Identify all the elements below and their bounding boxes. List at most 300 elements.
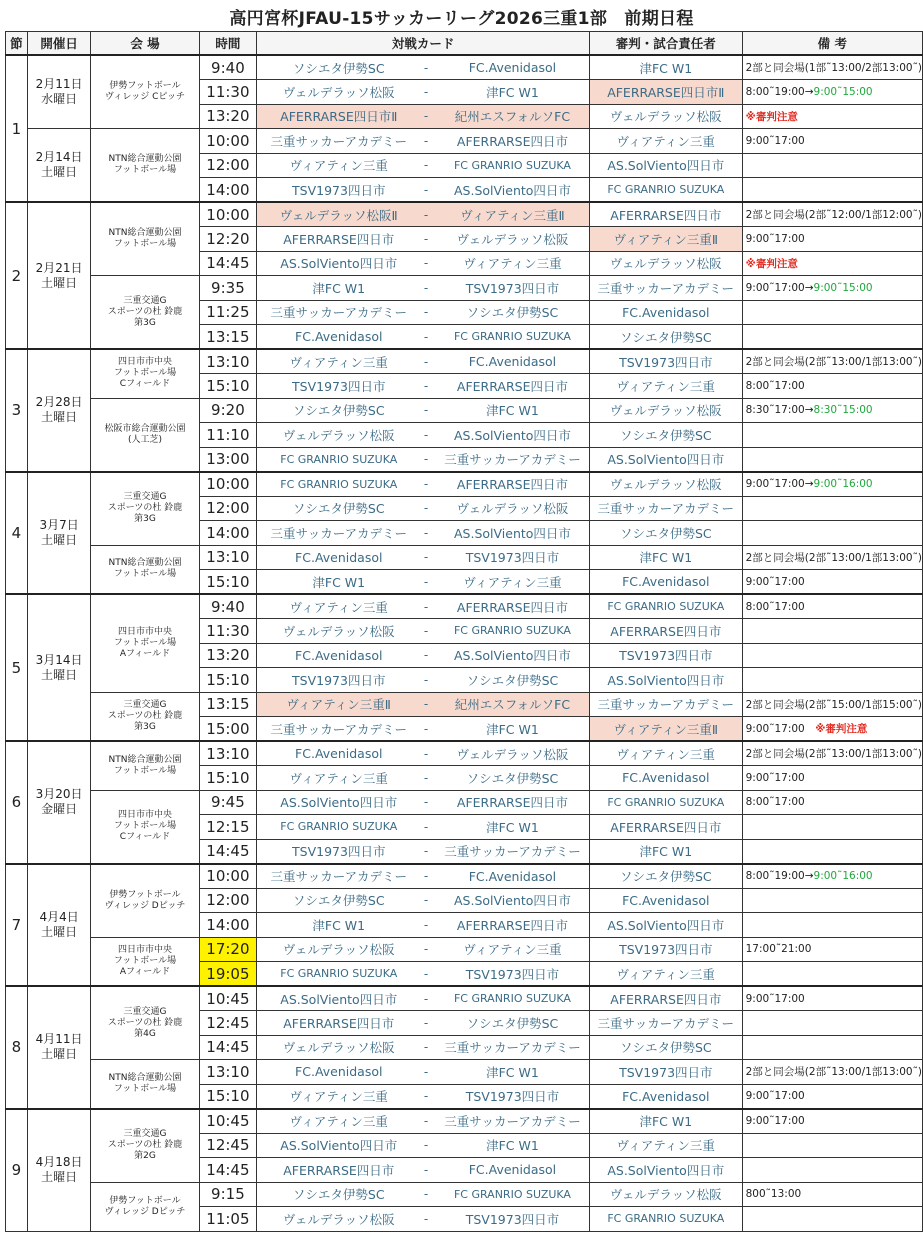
kickoff-time: 9:35: [199, 276, 257, 301]
away-team: TSV1973四日市: [436, 1207, 590, 1232]
away-team: FC.Avenidasol: [436, 864, 590, 889]
date-label: 2月28日: [35, 395, 83, 410]
kickoff-time: 9:45: [199, 790, 257, 815]
vs-dash: -: [416, 913, 436, 938]
kickoff-time: 11:25: [199, 300, 257, 325]
venue-name: [91, 864, 199, 938]
note: [742, 1035, 922, 1060]
vs-dash: -: [416, 374, 436, 399]
venue-line: フットボール場: [113, 368, 177, 379]
note-text: 9:00˜17:00: [745, 1090, 805, 1102]
home-team: TSV1973四日市: [257, 668, 417, 693]
date-label: 4月4日: [39, 909, 79, 924]
home-team: ヴェルデラッソ松阪Ⅱ: [257, 202, 417, 227]
away-team: FC.Avenidasol: [436, 55, 590, 80]
note-revised-time: 9:00˜15:00: [813, 85, 873, 98]
match-row: [6, 1060, 923, 1085]
referee-team: ヴェルデラッソ松阪: [590, 251, 743, 276]
away-team: AFERRARSE四日市: [436, 790, 590, 815]
vs-dash: -: [416, 325, 436, 350]
venue-line: NTN総合運動公園: [108, 228, 182, 238]
away-team: TSV1973四日市: [436, 962, 590, 987]
venue-line: NTN総合運動公園: [108, 754, 182, 765]
vs-dash: -: [416, 423, 436, 448]
kickoff-time: 13:10: [199, 545, 257, 570]
home-team: AS.SolViento四日市: [257, 986, 417, 1011]
venue-line: 三重交通G: [123, 295, 167, 306]
referee-team: 津FC W1: [590, 839, 743, 864]
match-row: [6, 276, 923, 301]
note-text: 8:00˜19:00→: [745, 870, 814, 882]
referee-team: AS.SolViento四日市: [590, 1158, 743, 1183]
venue-line: 四日市市中央: [117, 626, 172, 637]
vs-dash: -: [416, 717, 436, 742]
home-team: ヴェルデラッソ松阪: [257, 80, 417, 105]
vs-dash: -: [416, 815, 436, 840]
venue-line: 第3G: [134, 317, 156, 328]
venue-line: フットボール場: [113, 1083, 177, 1094]
note: [742, 1133, 922, 1158]
note: [742, 815, 922, 840]
away-team: AS.SolViento四日市: [436, 178, 590, 203]
kickoff-time: 12:00: [199, 888, 257, 913]
home-team: AFERRARSE四日市: [257, 227, 417, 252]
vs-dash: -: [416, 349, 436, 374]
section-number: 9: [6, 1109, 28, 1232]
venue-line: (人工芝): [127, 434, 162, 445]
kickoff-time: 13:00: [199, 447, 257, 472]
away-team: AS.SolViento四日市: [436, 423, 590, 448]
referee-team: AFERRARSE四日市: [590, 986, 743, 1011]
venue-name: [91, 692, 199, 741]
kickoff-time: 19:05: [199, 962, 257, 987]
note: [742, 570, 922, 595]
match-row: [6, 129, 923, 154]
away-team: AS.SolViento四日市: [436, 643, 590, 668]
referee-team: 津FC W1: [590, 55, 743, 80]
home-team: ソシエタ伊勢SC: [257, 1182, 417, 1207]
note: [742, 545, 922, 570]
home-team: 三重サッカーアカデミー: [257, 129, 417, 154]
referee-team: ソシエタ伊勢SC: [590, 423, 743, 448]
venue-line: NTN総合運動公園: [108, 558, 182, 569]
referee-team: AS.SolViento四日市: [590, 668, 743, 693]
note-text: 2部と同会場(2部˜13:00/1部13:00˜): [745, 551, 922, 564]
away-team: AFERRARSE四日市: [436, 374, 590, 399]
venue-name: [91, 790, 199, 864]
kickoff-time: 12:00: [199, 496, 257, 521]
venue-name: [91, 349, 199, 398]
referee-team: FC.Avenidasol: [590, 766, 743, 791]
vs-dash: -: [416, 570, 436, 595]
note: [742, 178, 922, 203]
referee-team: FC GRANRIO SUZUKA: [590, 1207, 743, 1232]
kickoff-time: 10:00: [199, 129, 257, 154]
away-team: 津FC W1: [436, 717, 590, 742]
venue-line: フットボール場: [113, 165, 177, 175]
kickoff-time: 9:20: [199, 398, 257, 423]
note: [742, 325, 922, 350]
kickoff-time: 14:45: [199, 839, 257, 864]
venue-line: Aフィールド: [119, 648, 171, 659]
match-row: [6, 545, 923, 570]
note-text: 9:00˜17:00: [745, 1115, 805, 1127]
event-date: [27, 594, 91, 741]
away-team: 紀州エスフォルソFC: [436, 104, 590, 129]
venue-line: 四日市市中央: [117, 944, 172, 955]
match-row: [6, 594, 923, 619]
note: [742, 1060, 922, 1085]
section-number: 2: [6, 202, 28, 349]
note: [742, 1084, 922, 1109]
note: [742, 888, 922, 913]
match-row: [6, 790, 923, 815]
note-text: 8:00˜19:00→: [745, 85, 814, 98]
referee-team: 三重サッカーアカデミー: [590, 276, 743, 301]
venue-line: NTN総合運動公園: [108, 1072, 182, 1083]
home-team: FC.Avenidasol: [257, 545, 417, 570]
venue-line: フットボール場: [113, 821, 177, 831]
kickoff-time: 13:10: [199, 1060, 257, 1085]
match-row: [6, 1109, 923, 1134]
venue-name: [91, 276, 199, 350]
vs-dash: -: [416, 1109, 436, 1134]
away-team: TSV1973四日市: [436, 276, 590, 301]
venue-line: Aフィールド: [119, 966, 171, 977]
vs-dash: -: [416, 790, 436, 815]
home-team: 三重サッカーアカデミー: [257, 717, 417, 742]
referee-team: TSV1973四日市: [590, 643, 743, 668]
away-team: AFERRARSE四日市: [436, 129, 590, 154]
match-row: [6, 398, 923, 423]
note: [742, 1109, 922, 1134]
note: [742, 1011, 922, 1036]
note-text: 800˜13:00: [745, 1188, 802, 1201]
match-row: [6, 349, 923, 374]
referee-caution: ※審判注意: [815, 723, 868, 735]
home-team: ヴェルデラッソ松阪: [257, 937, 417, 962]
event-date: [27, 864, 91, 987]
kickoff-time: 9:40: [199, 594, 257, 619]
note-text: 9:00˜17:00: [745, 771, 805, 784]
home-team: ヴィアティン三重Ⅱ: [257, 692, 417, 717]
venue-line: スポーツの杜 鈴鹿: [107, 1140, 183, 1150]
kickoff-time: 13:20: [199, 643, 257, 668]
referee-team: FC GRANRIO SUZUKA: [590, 178, 743, 203]
vs-dash: -: [416, 643, 436, 668]
match-row: [6, 864, 923, 889]
vs-dash: -: [416, 300, 436, 325]
match-row: [6, 202, 923, 227]
vs-dash: -: [416, 692, 436, 717]
away-team: ソシエタ伊勢SC: [436, 668, 590, 693]
date-label: 3月14日: [35, 652, 83, 667]
note-text: 8:00˜17:00: [745, 796, 805, 809]
referee-team: FC.Avenidasol: [590, 300, 743, 325]
referee-team: ソシエタ伊勢SC: [590, 1035, 743, 1060]
referee-team: 津FC W1: [590, 1109, 743, 1134]
kickoff-time: 13:20: [199, 104, 257, 129]
referee-team: ヴィアティン三重Ⅱ: [590, 227, 743, 252]
vs-dash: -: [416, 153, 436, 178]
home-team: AS.SolViento四日市: [257, 251, 417, 276]
date-label: 4月11日: [35, 1032, 83, 1047]
kickoff-time: 17:20: [199, 937, 257, 962]
note: [742, 104, 922, 129]
away-team: 三重サッカーアカデミー: [436, 447, 590, 472]
note: [742, 251, 922, 276]
kickoff-time: 10:00: [199, 202, 257, 227]
note-text: 9:00˜17:00: [745, 134, 805, 147]
match-row: [6, 986, 923, 1011]
referee-team: AFERRARSE四日市: [590, 619, 743, 644]
away-team: 津FC W1: [436, 80, 590, 105]
section-number: 5: [6, 594, 28, 741]
away-team: AS.SolViento四日市: [436, 888, 590, 913]
away-team: 津FC W1: [436, 1060, 590, 1085]
vs-dash: -: [416, 1182, 436, 1207]
referee-team: ヴィアティン三重Ⅱ: [590, 717, 743, 742]
venue-line: フットボール場: [113, 569, 177, 580]
referee-team: ソシエタ伊勢SC: [590, 325, 743, 350]
venue-line: 伊勢フットボール: [109, 1195, 181, 1206]
home-team: AS.SolViento四日市: [257, 1133, 417, 1158]
home-team: ヴィアティン三重: [257, 1084, 417, 1109]
note: [742, 398, 922, 423]
away-team: TSV1973四日市: [436, 1084, 590, 1109]
kickoff-time: 15:10: [199, 668, 257, 693]
event-date: [27, 129, 91, 203]
event-date: [27, 55, 91, 129]
note: [742, 129, 922, 154]
match-row: [6, 741, 923, 766]
note: [742, 202, 922, 227]
header-section: 節: [6, 32, 28, 56]
venue-line: 伊勢フットボール: [109, 889, 181, 900]
vs-dash: -: [416, 545, 436, 570]
away-team: FC GRANRIO SUZUKA: [436, 153, 590, 178]
kickoff-time: 14:00: [199, 913, 257, 938]
vs-dash: -: [416, 80, 436, 105]
kickoff-time: 15:10: [199, 1084, 257, 1109]
venue-line: 第2G: [134, 1151, 156, 1161]
weekday-label: 土曜日: [41, 667, 78, 682]
venue-line: 松阪市総合運動公園: [104, 423, 186, 434]
vs-dash: -: [416, 937, 436, 962]
home-team: FC.Avenidasol: [257, 741, 417, 766]
kickoff-time: 13:15: [199, 692, 257, 717]
venue-line: フットボール場: [113, 955, 177, 966]
note: [742, 80, 922, 105]
away-team: 津FC W1: [436, 815, 590, 840]
away-team: ヴェルデラッソ松阪: [436, 741, 590, 766]
date-label: 4月18日: [35, 1155, 83, 1169]
referee-team: ヴィアティン三重: [590, 374, 743, 399]
kickoff-time: 9:40: [199, 55, 257, 80]
header-row: [6, 32, 923, 56]
venue-line: フットボール場: [113, 637, 177, 648]
away-team: 三重サッカーアカデミー: [436, 1035, 590, 1060]
referee-team: ヴェルデラッソ松阪: [590, 398, 743, 423]
home-team: ヴィアティン三重: [257, 766, 417, 791]
weekday-label: 水曜日: [41, 92, 78, 106]
venue-line: フットボール場: [113, 239, 177, 249]
event-date: [27, 1109, 91, 1232]
referee-team: ヴィアティン三重: [590, 962, 743, 987]
away-team: ソシエタ伊勢SC: [436, 766, 590, 791]
vs-dash: -: [416, 986, 436, 1011]
section-number: 6: [6, 741, 28, 864]
away-team: ソシエタ伊勢SC: [436, 300, 590, 325]
venue-line: スポーツの杜 鈴鹿: [107, 306, 183, 317]
match-row: [6, 692, 923, 717]
home-team: 三重サッカーアカデミー: [257, 521, 417, 546]
home-team: FC GRANRIO SUZUKA: [257, 472, 417, 497]
section-number: 3: [6, 349, 28, 472]
vs-dash: -: [416, 668, 436, 693]
note: [742, 1182, 922, 1207]
note: [742, 986, 922, 1011]
away-team: 津FC W1: [436, 398, 590, 423]
note-text: 8:00˜17:00: [745, 600, 805, 613]
kickoff-time: 10:00: [199, 864, 257, 889]
vs-dash: -: [416, 864, 436, 889]
home-team: 津FC W1: [257, 913, 417, 938]
note-text: 8:30˜17:00→: [745, 404, 814, 417]
referee-team: FC GRANRIO SUZUKA: [590, 594, 743, 619]
note: [742, 447, 922, 472]
note: [742, 276, 922, 301]
venue-line: スポーツの杜 鈴鹿: [107, 503, 183, 513]
home-team: 津FC W1: [257, 570, 417, 595]
event-date: [27, 986, 91, 1109]
kickoff-time: 11:30: [199, 619, 257, 644]
note-text: 9:00˜17:00→: [745, 281, 814, 294]
date-label: 3月7日: [39, 517, 79, 532]
vs-dash: -: [416, 202, 436, 227]
note: [742, 839, 922, 864]
away-team: AFERRARSE四日市: [436, 594, 590, 619]
referee-team: TSV1973四日市: [590, 1060, 743, 1085]
venue-line: NTN総合運動公園: [108, 154, 182, 164]
home-team: TSV1973四日市: [257, 839, 417, 864]
vs-dash: -: [416, 496, 436, 521]
kickoff-time: 11:30: [199, 80, 257, 105]
away-team: AFERRARSE四日市: [436, 472, 590, 497]
note: [742, 55, 922, 80]
vs-dash: -: [416, 447, 436, 472]
venue-line: ヴィレッジ Dピッチ: [104, 1206, 186, 1217]
referee-team: AS.SolViento四日市: [590, 913, 743, 938]
referee-team: 三重サッカーアカデミー: [590, 496, 743, 521]
home-team: ヴェルデラッソ松阪: [257, 423, 417, 448]
referee-team: ヴィアティン三重: [590, 741, 743, 766]
note: [742, 374, 922, 399]
kickoff-time: 14:45: [199, 1035, 257, 1060]
note: [742, 521, 922, 546]
venue-name: [91, 937, 199, 986]
note: [742, 472, 922, 497]
venue-name: [91, 202, 199, 276]
note-revised-time: 9:00˜16:00: [813, 478, 873, 490]
note: [742, 643, 922, 668]
kickoff-time: 11:10: [199, 423, 257, 448]
note: [742, 227, 922, 252]
vs-dash: -: [416, 741, 436, 766]
venue-name: [91, 129, 199, 203]
vs-dash: -: [416, 521, 436, 546]
weekday-label: 土曜日: [41, 410, 78, 425]
note: [742, 962, 922, 987]
header-venue: 会 場: [91, 32, 199, 56]
home-team: ソシエタ伊勢SC: [257, 398, 417, 423]
venue-name: [91, 1060, 199, 1109]
away-team: ヴィアティン三重: [436, 570, 590, 595]
venue-line: 三重交通G: [123, 1129, 167, 1139]
note: [742, 619, 922, 644]
referee-team: AS.SolViento四日市: [590, 153, 743, 178]
referee-team: ヴェルデラッソ松阪: [590, 472, 743, 497]
away-team: FC GRANRIO SUZUKA: [436, 325, 590, 350]
note: [742, 153, 922, 178]
home-team: ヴィアティン三重: [257, 594, 417, 619]
home-team: ソシエタ伊勢SC: [257, 496, 417, 521]
away-team: 三重サッカーアカデミー: [436, 1109, 590, 1134]
venue-line: 三重交通G: [123, 1006, 167, 1017]
vs-dash: -: [416, 227, 436, 252]
vs-dash: -: [416, 1035, 436, 1060]
kickoff-time: 12:15: [199, 815, 257, 840]
home-team: ソシエタ伊勢SC: [257, 55, 417, 80]
referee-team: ソシエタ伊勢SC: [590, 864, 743, 889]
weekday-label: 土曜日: [41, 1170, 78, 1184]
vs-dash: -: [416, 398, 436, 423]
home-team: FC GRANRIO SUZUKA: [257, 962, 417, 987]
venue-line: 三重交通G: [123, 492, 167, 502]
venue-name: [91, 472, 199, 546]
header-note: 備 考: [742, 32, 922, 56]
vs-dash: -: [416, 55, 436, 80]
home-team: ヴィアティン三重: [257, 153, 417, 178]
event-date: [27, 349, 91, 472]
referee-team: ヴィアティン三重: [590, 1133, 743, 1158]
section-number: 1: [6, 55, 28, 202]
note: [742, 668, 922, 693]
vs-dash: -: [416, 1158, 436, 1183]
vs-dash: -: [416, 619, 436, 644]
referee-team: ヴィアティン三重: [590, 129, 743, 154]
away-team: ヴェルデラッソ松阪: [436, 496, 590, 521]
venue-line: Cフィールド: [119, 832, 171, 842]
note: [742, 1158, 922, 1183]
venue-line: 第3G: [134, 721, 156, 732]
home-team: FC.Avenidasol: [257, 325, 417, 350]
venue-line: 四日市市中央: [117, 810, 172, 820]
note-text: 2部と同会場(2部˜15:00/1部15:00˜): [745, 698, 922, 711]
referee-team: TSV1973四日市: [590, 937, 743, 962]
venue-line: スポーツの杜 鈴鹿: [107, 710, 183, 721]
note: [742, 349, 922, 374]
note-text: 2部と同会場(1部˜13:00/2部13:00˜): [745, 62, 922, 74]
venue-line: ヴィレッジ Dピッチ: [104, 900, 186, 911]
note-revised-time: 9:00˜16:00: [813, 870, 873, 882]
kickoff-time: 12:45: [199, 1011, 257, 1036]
date-label: 2月21日: [35, 260, 83, 275]
vs-dash: -: [416, 1011, 436, 1036]
kickoff-time: 12:45: [199, 1133, 257, 1158]
match-row: [6, 472, 923, 497]
note: [742, 300, 922, 325]
